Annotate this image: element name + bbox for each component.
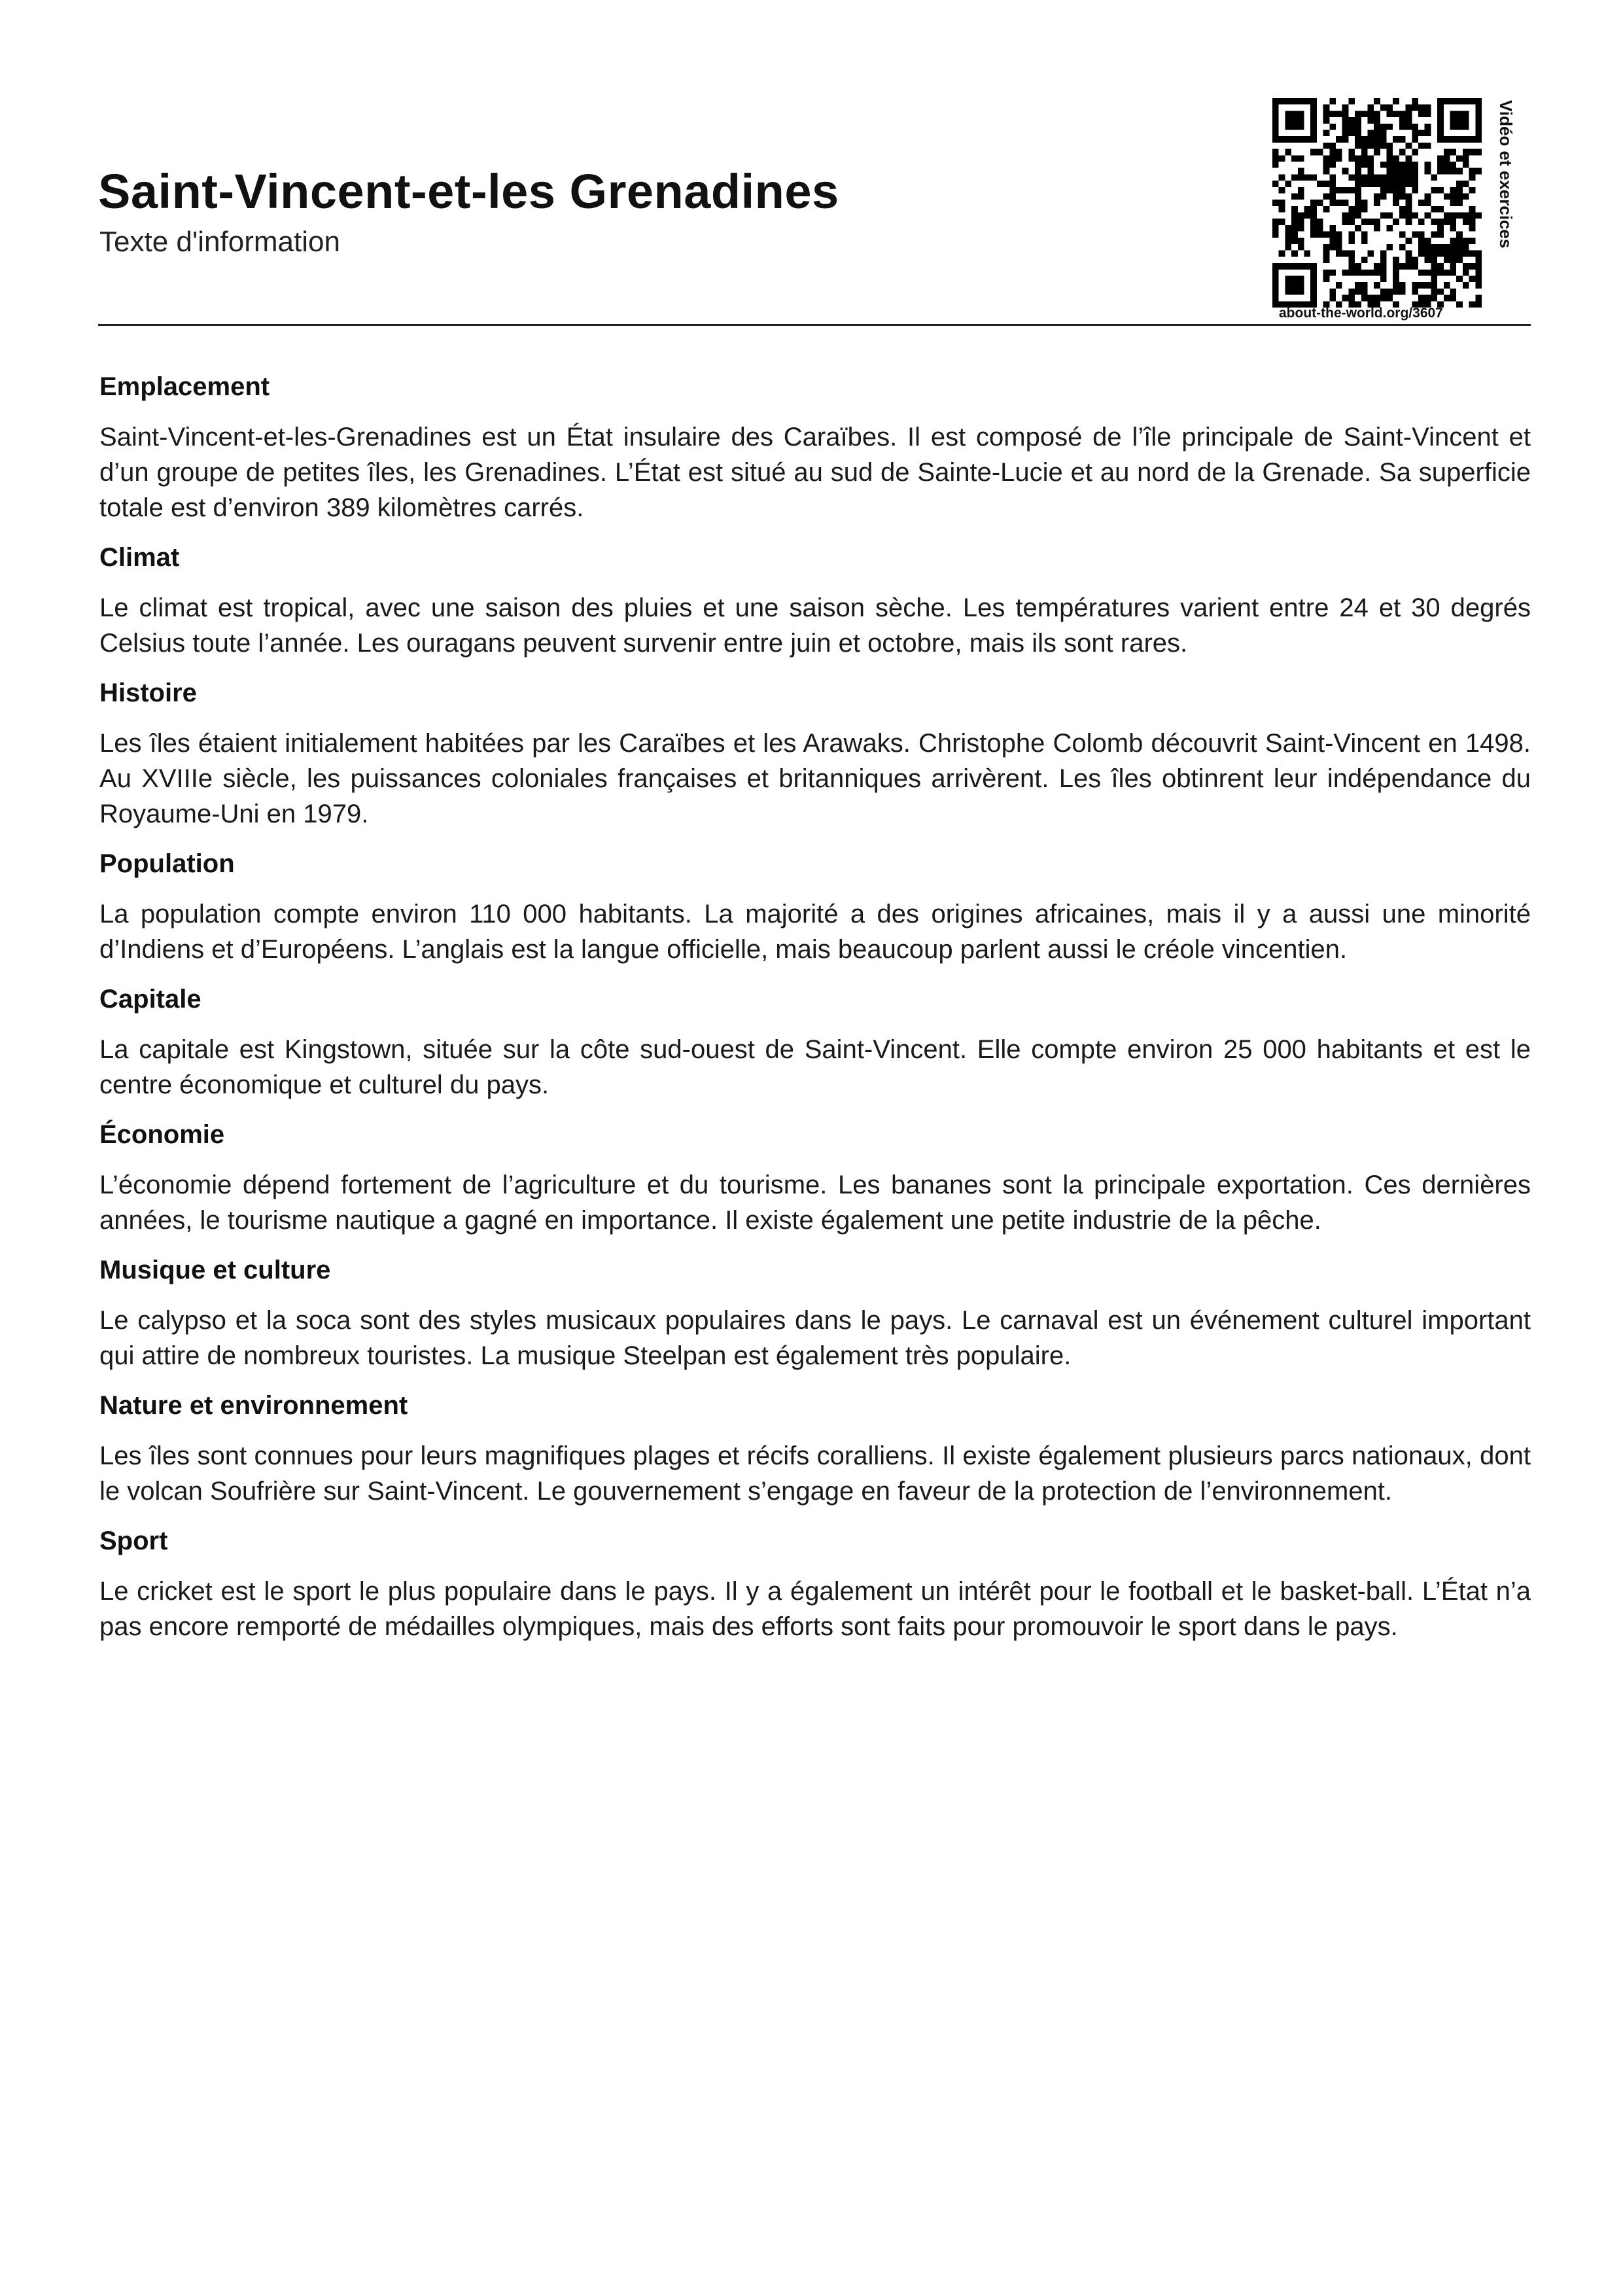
section-population [99, 847, 1531, 967]
section-economie [99, 1118, 1531, 1238]
section-heading: Capitale [99, 985, 201, 1014]
section-text: La capitale est Kingstown, située sur la côte sud-ouest de Saint-Vincent. Elle compte environ 25 000 habitants et est le centre économique et culturel du pays. [99, 1035, 1531, 1099]
section-capitale [99, 983, 1531, 1103]
section-text: La population compte environ 110 000 habitants. La majorité a des origines africaines, mais il y a aussi une minorité d’Indiens et d’Européens. L’anglais est la langue officielle, mais beaucoup parlent aussi le créole vincentien. [99, 900, 1531, 964]
section-heading: Sport [99, 1527, 168, 1555]
section-sport [99, 1525, 1531, 1644]
section-climat [99, 541, 1531, 661]
header-divider [98, 324, 1531, 326]
qr-code-block[interactable] [1272, 95, 1521, 324]
page-subtitle: Texte d'information [99, 226, 340, 258]
section-heading: Emplacement [99, 372, 270, 401]
section-heading: Histoire [99, 679, 197, 707]
section-emplacement [99, 370, 1531, 525]
page-title: Saint-Vincent-et-les Grenadines [98, 164, 839, 219]
section-text: Le calypso et la soca sont des styles musicaux populaires dans le pays. Le carnaval est un événement culturel important qui attire de nombreux touristes. La musique Steelpan est également très populaire. [99, 1306, 1531, 1370]
section-text: Le cricket est le sport le plus populaire dans le pays. Il y a également un intérêt pour le football et le basket-ball. L’État n’a pas encore remporté de médailles olympiques, mais des efforts sont faits pour promouvoir le sport dans le pays. [99, 1577, 1531, 1641]
section-heading: Nature et environnement [99, 1391, 408, 1420]
section-heading: Économie [99, 1120, 225, 1149]
qr-side-label: Vidéo et exercices [1496, 100, 1516, 249]
qr-url-label[interactable]: about-the-world.org/3607 [1279, 306, 1443, 321]
section-text: Les îles sont connues pour leurs magnifiques plages et récifs coralliens. Il existe également plusieurs parcs nationaux, dont le volcan Soufrière sur Saint-Vincent. Le gouvernement s’engage en faveur de la protection de l’environnement. [99, 1441, 1531, 1506]
document-body [99, 370, 1531, 1660]
section-heading: Musique et culture [99, 1256, 331, 1284]
section-nature-et-environnement [99, 1389, 1531, 1509]
section-text: Le climat est tropical, avec une saison des pluies et une saison sèche. Les températures varient entre 24 et 30 degrés Celsius toute l’année. Les ouragans peuvent survenir entre juin et octobre, mais ils sont rares. [99, 593, 1531, 658]
section-text: Les îles étaient initialement habitées par les Caraïbes et les Arawaks. Christophe Colomb découvrit Saint-Vincent en 1498. Au XVIIIe siècle, les puissances coloniales françaises et britanniques arrivèrent. Les îles obtinrent leur indépendance du Royaume-Uni en 1979. [99, 729, 1531, 828]
section-heading: Population [99, 849, 235, 878]
section-text: L’économie dépend fortement de l’agriculture et du tourisme. Les bananes sont la principale exportation. Ces dernières années, le tourisme nautique a gagné en importance. Il existe également une petite industrie de la pêche. [99, 1171, 1531, 1235]
section-heading: Climat [99, 543, 180, 572]
qr-side-label-wrap [1496, 100, 1522, 309]
qr-code-icon[interactable] [1272, 98, 1482, 308]
section-text: Saint-Vincent-et-les-Grenadines est un État insulaire des Caraïbes. Il est composé de l’île principale de Saint-Vincent et d’un groupe de petites îles, les Grenadines. L’État est situé au sud de Sainte-Lucie et au nord de la Grenade. Sa superficie totale est d’environ 389 kilomètres carrés. [99, 423, 1531, 522]
section-histoire [99, 677, 1531, 832]
section-musique-et-culture [99, 1254, 1531, 1373]
